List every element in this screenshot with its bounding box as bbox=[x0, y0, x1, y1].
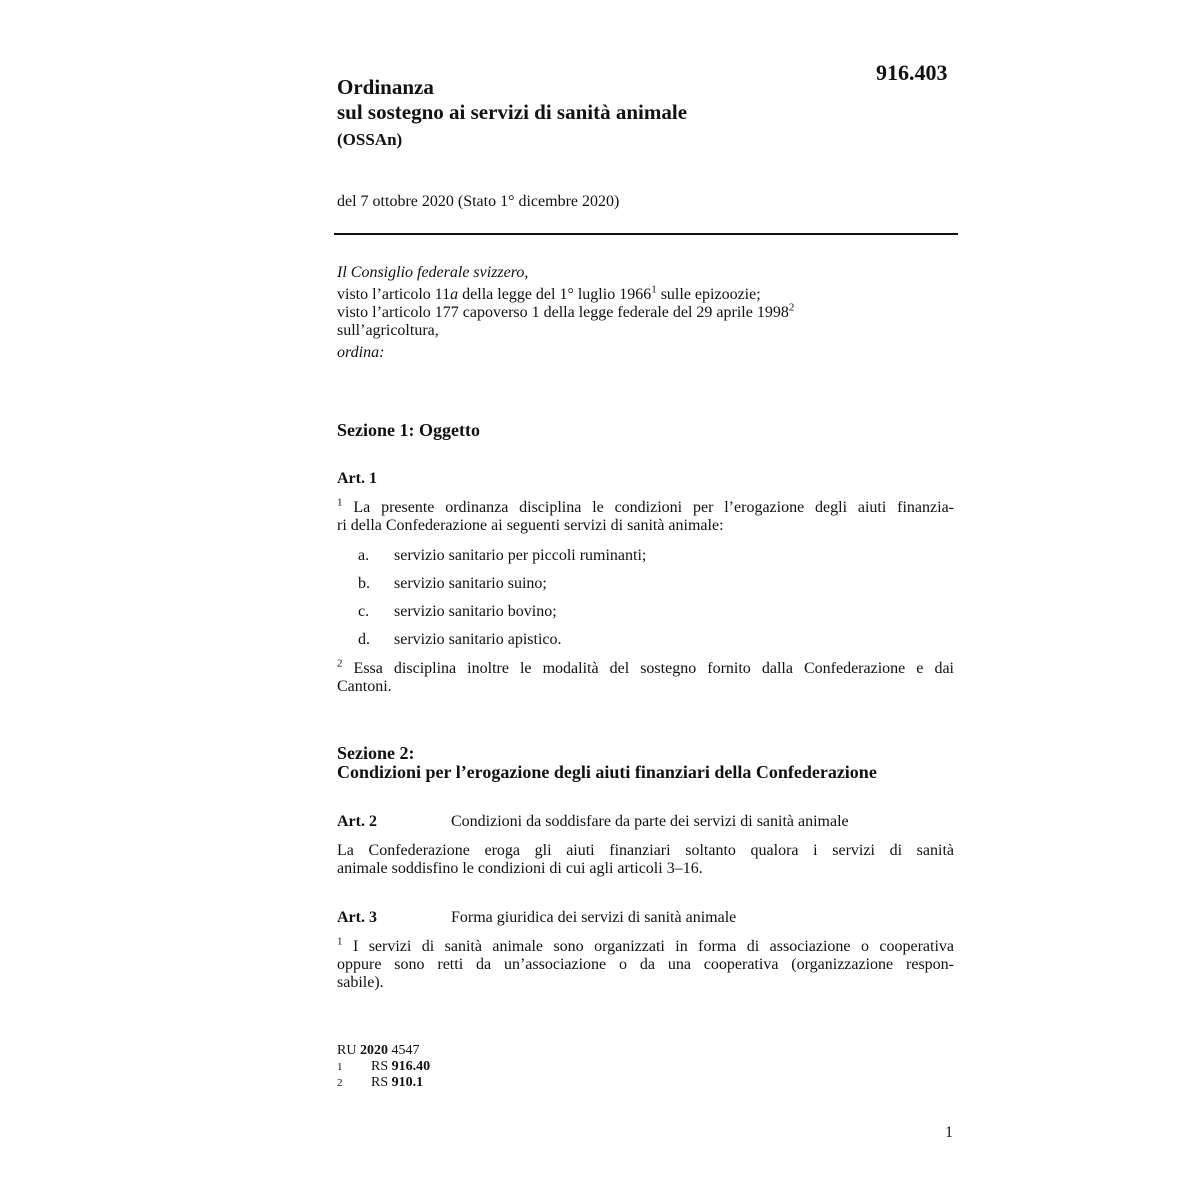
art-1-paragraph-1: $^1$ La presente ordinanza disciplina le condizioni per l’erogazione degli aiuti finanzia- ri della Confederazione ai seguenti servizi di sanità animale: bbox=[337, 496, 954, 534]
preamble-line-3: sull’agricoltura, bbox=[337, 322, 439, 339]
footnote-1: 1 RS 916.40 bbox=[337, 1059, 431, 1074]
preamble-authority: Il Consiglio federale svizzero, bbox=[337, 264, 529, 281]
preamble bbox=[337, 264, 957, 362]
art-3-paragraph-1: $^1$ I servizi di sanità animale sono organizzati in forma di associazione o cooperativa oppure sono retti da un’associazione o da una cooperativa (organizzazione respon- sabile). bbox=[337, 935, 955, 991]
horizontal-rule bbox=[334, 233, 958, 235]
art-3-label: Art. 3 bbox=[337, 909, 377, 926]
ru-reference: RU 2020 4547 bbox=[337, 1043, 420, 1058]
preamble-line-2: visto l’articolo 177 capoverso 1 della legge federale del 29 aprile 1998$^2$ bbox=[337, 301, 795, 321]
art-2-heading bbox=[337, 813, 849, 831]
date-line: del 7 ottobre 2020 (Stato 1° dicembre 2020) bbox=[337, 193, 620, 210]
list-item: d. servizio sanitario apistico. bbox=[358, 631, 562, 648]
art-1-label: Art. 1 bbox=[337, 470, 377, 487]
art-2-paragraph: La Confederazione eroga gli aiuti finanziari soltanto qualora i servizi di sanità animale soddisfino le condizioni di cui agli articoli 3–16. bbox=[337, 842, 954, 877]
footnote-ref-1[interactable]: 1 bbox=[651, 283, 657, 296]
footnote-2: 2 RS 910.1 bbox=[337, 1075, 424, 1090]
art-3-title: Forma giuridica dei servizi di sanità animale bbox=[451, 909, 737, 926]
art-1-paragraph-2: $^2$ Essa disciplina inoltre le modalità del sostegno fornito dalla Confederazione e dai Cantoni. bbox=[337, 657, 955, 695]
document-number: 916.403 bbox=[876, 60, 948, 85]
footer-notes bbox=[337, 1043, 430, 1091]
art-1-heading bbox=[337, 470, 451, 488]
title-abbreviation: (OSSAn) bbox=[337, 130, 403, 149]
art-3-heading bbox=[337, 909, 736, 927]
preamble-ordina: ordina: bbox=[337, 344, 385, 361]
section-1-title: Sezione 1: Oggetto bbox=[337, 420, 480, 440]
title-line-2: sul sostegno ai servizi di sanità animale bbox=[337, 100, 688, 124]
title-block bbox=[337, 75, 687, 150]
title-line-1: Ordinanza bbox=[337, 75, 434, 99]
section-2-title: Sezione 2: Condizioni per l’erogazione degli aiuti finanziari della Confederazione bbox=[337, 743, 877, 782]
preamble-line-1: visto l’articolo 11a della legge del 1° luglio 1966$^1$ sulle epizoozie; bbox=[337, 283, 761, 303]
list-item: a. servizio sanitario per piccoli ruminanti; bbox=[358, 547, 647, 564]
list-item: b. servizio sanitario suino; bbox=[358, 575, 547, 592]
list-item: c. servizio sanitario bovino; bbox=[358, 603, 557, 620]
art-2-label: Art. 2 bbox=[337, 813, 377, 830]
footnote-ref-2[interactable]: 2 bbox=[788, 301, 795, 314]
art-2-title: Condizioni da soddisfare da parte dei servizi di sanità animale bbox=[451, 813, 849, 830]
page-number: 1 bbox=[945, 1124, 953, 1141]
